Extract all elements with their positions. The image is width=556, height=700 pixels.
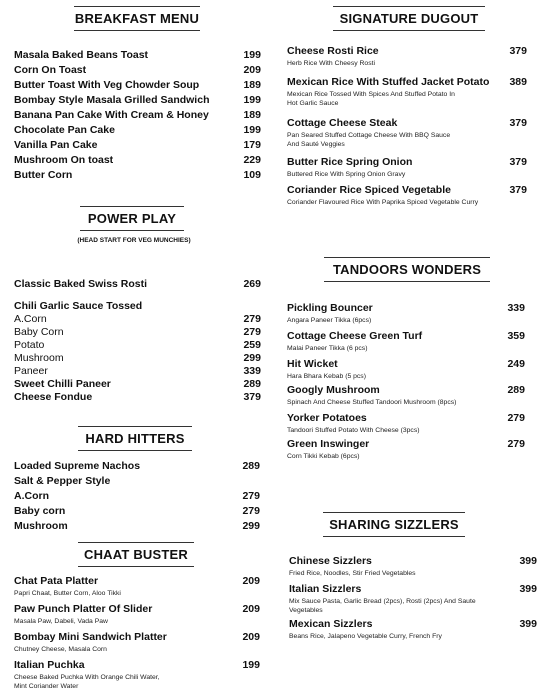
menu-item-description: Papri Chaat, Butter Corn, Aloo Tikki (14, 590, 121, 597)
menu-item-name: Chinese Sizzlers (289, 555, 372, 567)
menu-item-price: 279 (507, 412, 525, 424)
menu-item-price: 259 (243, 339, 261, 351)
menu-item-price: 389 (509, 76, 527, 88)
menu-item-name: Cheese Rosti Rice (287, 45, 379, 57)
menu-item-name: Salt & Pepper Style (14, 475, 111, 487)
heading-rule (333, 6, 485, 7)
menu-item-price: 379 (509, 184, 527, 196)
menu-item-price: 399 (519, 555, 537, 567)
menu-item-name: Vanilla Pan Cake (14, 139, 98, 151)
menu-item-price: 229 (243, 154, 261, 166)
menu-item-description: Spinach And Cheese Stuffed Tandoori Mushroom (8pcs) (287, 399, 457, 406)
menu-item-name: Paneer (14, 365, 48, 377)
tandoor-heading (324, 262, 490, 277)
menu-item-name: Cheese Fondue (14, 391, 93, 403)
menu-item-name: Mexican Rice With Stuffed Jacket Potato (287, 76, 490, 88)
menu-item-name: Baby corn (14, 505, 66, 517)
menu-item-price: 279 (243, 313, 261, 325)
menu-item-price: 279 (242, 490, 260, 502)
breakfast-heading (74, 11, 200, 26)
tandoor-title: TANDOORS WONDERS (332, 262, 482, 277)
menu-item-description: And Sauté Veggies (287, 141, 345, 148)
signature-heading (333, 11, 485, 26)
menu-item-price: 289 (507, 384, 525, 396)
menu-item-price: 249 (507, 358, 525, 370)
menu-item-name: Corn On Toast (14, 64, 87, 76)
menu-item-description: Hot Garlic Sauce (287, 100, 339, 107)
heading-rule (324, 257, 490, 258)
menu-item-price: 339 (507, 302, 525, 314)
menu-item-name: Potato (14, 339, 45, 351)
heading-rule (80, 206, 184, 207)
menu-item-price: 209 (242, 631, 260, 643)
menu-item-price: 109 (243, 169, 261, 181)
menu-item-price: 199 (243, 124, 261, 136)
menu-item-name: Chat Pata Platter (14, 575, 99, 587)
menu-item-price: 379 (509, 117, 527, 129)
menu-item-description: Coriander Flavoured Rice With Paprika Spiced Vegetable Curry (287, 199, 479, 206)
menu-item-name: Bombay Style Masala Grilled Sandwich (14, 94, 210, 106)
power-play-heading (80, 211, 184, 226)
menu-item-description: Angara Paneer Tikka (6pcs) (287, 317, 372, 324)
menu-item-description: Mexican Rice Tossed With Spices And Stuffed Potato In (287, 91, 455, 98)
menu-item-price: 339 (243, 365, 261, 377)
menu-item-name: Butter Toast With Veg Chowder Soup (14, 79, 200, 91)
menu-item-name: Mexican Sizzlers (289, 618, 373, 630)
heading-rule (333, 30, 485, 31)
heading-rule (323, 512, 465, 513)
menu-item-name: Cottage Cheese Green Turf (287, 330, 423, 342)
menu-item-price: 399 (519, 583, 537, 595)
heading-rule (80, 230, 184, 231)
power-play-title: POWER PLAY (87, 211, 177, 226)
hard-hitters-heading (78, 431, 192, 446)
menu-item-price: 209 (243, 64, 261, 76)
menu-item-name: Chili Garlic Sauce Tossed (14, 300, 143, 312)
menu-item-name: Mushroom (14, 520, 68, 532)
menu-item-name: Mushroom (14, 352, 64, 364)
menu-item-price: 209 (242, 575, 260, 587)
menu-item-description: Corn Tikki Kebab (6pcs) (287, 453, 360, 460)
menu-item-description: Mix Sauce Pasta, Garlic Bread (2pcs), Rosti (2pcs) And Saute (289, 598, 476, 605)
menu-item-price: 359 (507, 330, 525, 342)
heading-rule (323, 536, 465, 537)
menu-item-price: 189 (243, 109, 261, 121)
menu-item-price: 199 (243, 49, 261, 61)
menu-item-price: 209 (242, 603, 260, 615)
menu-item-name: Pickling Bouncer (287, 302, 373, 314)
menu-item-description: Mint Coriander Water (14, 683, 79, 690)
menu-item-name: Loaded Supreme Nachos (14, 460, 141, 472)
heading-rule (78, 566, 194, 567)
chaat-buster-title: CHAAT BUSTER (84, 547, 188, 562)
menu-item-price: 199 (243, 94, 261, 106)
sizzlers-title: SHARING SIZZLERS (329, 517, 459, 532)
menu-item-name: A.Corn (14, 490, 49, 502)
menu-item-name: Banana Pan Cake With Cream & Honey (14, 109, 209, 121)
heading-rule (74, 6, 200, 7)
menu-item-price: 299 (243, 352, 261, 364)
menu-item-name: Bombay Mini Sandwich Platter (14, 631, 167, 643)
heading-rule (74, 30, 200, 31)
menu-item-price: 279 (243, 326, 261, 338)
menu-item-description: Cheese Baked Puchka With Orange Chili Water, (14, 674, 160, 681)
menu-item-name: Green Inswinger (287, 438, 370, 450)
menu-item-price: 379 (509, 156, 527, 168)
sizzlers-heading (323, 517, 465, 532)
heading-rule (78, 542, 194, 543)
menu-item-price: 189 (243, 79, 261, 91)
heading-rule (78, 450, 192, 451)
menu-item-name: Masala Baked Beans Toast (14, 49, 149, 61)
menu-item-description: Tandoori Stuffed Potato With Cheese (3pcs) (287, 427, 420, 434)
menu-item-name: Mushroom On toast (14, 154, 114, 166)
menu-item-name: A.Corn (14, 313, 47, 325)
menu-item-description: Malai Paneer Tikka (6 pcs) (287, 345, 368, 352)
heading-rule (78, 426, 192, 427)
power-play-subtitle: (HEAD START FOR VEG MUNCHIES) (77, 237, 191, 244)
menu-item-price: 289 (243, 378, 261, 390)
menu-item-description: Masala Paw, Dabeli, Vada Paw (14, 618, 108, 625)
menu-item-name: Paw Punch Platter Of Slider (14, 603, 153, 615)
menu-item-name: Italian Puchka (14, 659, 85, 671)
menu-item-description: Vegetables (289, 607, 323, 614)
menu-item-name: Chocolate Pan Cake (14, 124, 115, 136)
menu-item-price: 179 (243, 139, 261, 151)
menu-item-name: Googly Mushroom (287, 384, 380, 396)
chaat-buster-heading (78, 547, 194, 562)
menu-item-price: 379 (243, 391, 261, 403)
menu-item-description: Chutney Cheese, Masala Corn (14, 646, 107, 653)
menu-item-name: Butter Corn (14, 169, 73, 181)
menu-item-price: 279 (242, 505, 260, 517)
menu-item-name: Classic Baked Swiss Rosti (14, 278, 148, 290)
menu-item-description: Buttered Rice With Spring Onion Gravy (287, 171, 406, 178)
menu-item-name: Coriander Rice Spiced Vegetable (287, 184, 451, 196)
menu-item-price: 279 (507, 438, 525, 450)
menu-item-price: 199 (242, 659, 260, 671)
menu-item-price: 299 (242, 520, 260, 532)
menu-item-description: Herb Rice With Cheesy Rosti (287, 60, 376, 67)
menu-item-price: 269 (243, 278, 261, 290)
menu-item-name: Yorker Potatoes (287, 412, 367, 424)
heading-rule (324, 281, 490, 282)
menu-item-description: Hara Bhara Kebab (5 pcs) (287, 373, 366, 380)
menu-item-name: Cottage Cheese Steak (287, 117, 398, 129)
menu-item-price: 379 (509, 45, 527, 57)
menu-item-price: 399 (519, 618, 537, 630)
breakfast-title: BREAKFAST MENU (74, 11, 200, 26)
signature-title: SIGNATURE DUGOUT (339, 11, 479, 26)
hard-hitters-title: HARD HITTERS (85, 431, 185, 446)
menu-item-description: Fried Rice, Noodles, Stir Fried Vegetables (289, 570, 416, 577)
menu-item-price: 289 (242, 460, 260, 472)
menu-item-name: Hit Wicket (287, 358, 338, 370)
menu-item-name: Butter Rice Spring Onion (287, 156, 413, 168)
menu-item-name: Italian Sizzlers (289, 583, 362, 595)
menu-item-description: Pan Seared Stuffed Cottage Cheese With BBQ Sauce (287, 132, 451, 139)
menu-item-description: Beans Rice, Jalapeno Vegetable Curry, French Fry (289, 633, 442, 640)
menu-item-name: Sweet Chilli Paneer (14, 378, 111, 390)
menu-item-name: Baby Corn (14, 326, 64, 338)
